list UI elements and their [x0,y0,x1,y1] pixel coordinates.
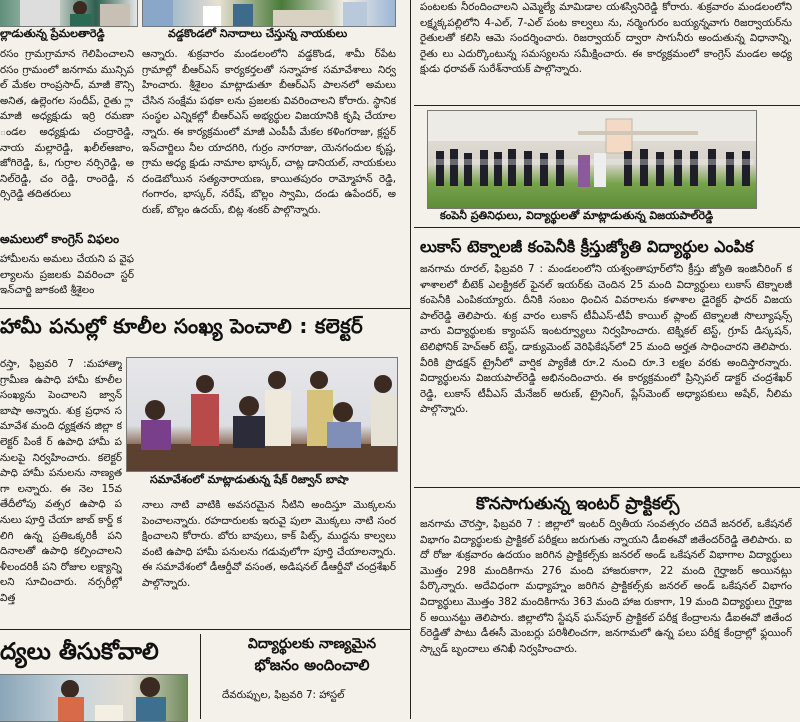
text-col2-bottom: నాలు నాటి వాటికి అవసరమైన నీటిని అందిస్తూ మొక్కలను పెంచాలన్నారు. రహదారులకు ఇరువై పులా మొక్కలు నాటి సంరక్షించాలని కోరారు. బోరు బావులు, కాక్ పిట్స్, ముద్దను కాల్వలు వంటి ఉపాధి హామీ పనులను గడువులోగా పూర్తి చేయాలన్నారు. ఈ సమావేశంలో డీఆర్డీవో వసంత, అడిషనల్ డీఆర్డీవో చంద్రశేఖర్ పాల్గొన్నారు. [142,499,396,589]
text-col2-top: ఆన్నారు. శుక్రవారం మండలంలోని వడ్డకొండ, శామీ ర్‌పేట గ్రామాల్లో బీఆర్ఎస్ కార్యకర్తలతో సన్నాహక సమావేశాలు నిర్వహించారు. శ్రీశైలం మాట్లాడుతూ బీఆర్ఎస్ పాలనలో అమలు చేసిన సంక్షేమ పథకా లను ప్రజలకు వివరించాలని కోరారు. స్థానిక సంస్థల ఎన్నికల్లో బీఆర్ఎస్ అభ్యర్థుల విజయానికి కృషి చేయాలన్నారు. ఈ కార్యక్రమంలో మాజీ ఎంపీపీ మేకల కళింగరాజు, క్లస్టర్ ఇన్‌చార్జిలు నీల యాదగిరి, గుర్రం నాగరాజు, యెనగందుల కృష్ణ, గ్రామ అధ్య క్షుడు నామాల భాస్కర్, చాట్ల డానియల్, నాయకులు దండెబోయిన సత్యనారాయణ, కాయితపురం రామ్మోహన్ రెడ్డి, గంగారం, భాస్కర్, నరేష్, బొల్లం స్వామి, దండు ఉపేందర్, అరుణ్, బొల్లం ఉదయ్, బిట్ల శంకర్ పాల్గొన్నారు. [142,48,396,216]
text-col1-lower: రస్తా, ఫిబ్రవరి 7 :మహాత్మా గ్రామీణ ఉపాధి హామీ కూలీల సంఖ్యను పెంచాలని జ్వాన్ బాషా అన్నారు. శుక్ర ప్రధాన సమావేశ మంది ధ్యక్షతన జిల్లా కలెక్టర్ పింకే ర్‌ ఉపాధి హామీ పనులపై నిర్వహించారు. కలెక్టర్ పాధి హామీ పనులను నాణ్యతగా లన్నారు. ఈ నెల 15వ తేదీలోపు వత్సర ఉపాధి పనులు పూర్తి చేయా జాబ్ కార్డ్ కలిగి ఉన్న ప్రతిఒక్కరికీ పని దినాలతో ఉపాధి కల్పించాలని ళీలందరికీ పని రోజుల లక్ష్యాన్ని లని సూచించారు. నర్సరీల్లో విత్త [0,358,122,604]
photo-collector-meeting [126,357,398,472]
headline-food-1: విద్యార్థులకు నాణ్యమైన [247,636,377,652]
headline-lucas: లుకాస్ టెక్నాలజీ కంపెనీకి క్రీస్తుజ్యోతి విద్యార్థుల ఎంపిక [420,237,754,256]
rule-above-bottom [0,629,410,630]
text-col3-lucas: జనగామ రూరల్, ఫిబ్రవరి 7 : మండలంలోని యశ్వంతాపూర్‌లోని క్రీస్తు జ్యోతి ఇంజినీరింగ్ కళాశాలలో బీటెక్ ఎలక్ట్రికల్ ఫైనల్ ఇయర్‌కు చెందిన 25 మంది విద్యార్థులు లుకాస్ టెక్నాలజీ కంపెనీకి ఎంపికయ్యారు. దీనికి సంబం ధించిన వివరాలను కళాశాల డైరెక్టర్ ఫాదర్ విజయపాల్‌రెడ్డి తెలిపారు. శుక్ర వారం లుకాస్ టీవీఎస్-టీవీ కాయిల్ ప్లాంట్ టెక్నాలజీ సొల్యూషన్స్ వారు విద్యార్థులకు క్యాంపస్ ఇంటర్వ్యూలు నిర్వహించారు. టెక్నికల్ టెస్ట్, గ్రూప్ డిస్కషన్, టెలిఫోనిక్ హెచ్ఆర్ టెస్ట్, డాక్యుమెంట్ వెరిఫికేషన్‌లో 25 మంది అర్హత సాధించారని తెలిపారు. వీరికి ప్రొడక్షన్ ట్రైనీలో వార్షిక ప్యాకేజీ రూ.2 నుంచి రూ.3 లక్షల వరకు అందిస్తారన్నారు. విద్యార్థులను విజయపాల్‌రెడ్డి అభినందించారు. ఈ కార్యక్రమంలో ప్రిన్సిపల్ డాక్టర్ చంద్రశేఖర్ రెడ్డి, లుకాస్ టీవీఎస్ మేనేజర్ అరుణ్, ట్రైనింగ్, ప్లేస్‌మెంట్ అధ్యాపకులు అషేర్, నీలిమ పాల్గొన్నారు. [420,263,792,416]
headline-congress: అమలులో కాంగ్రెస్ విఫలం [0,232,120,246]
headline-bottom-left: ద్యలు తీసుకోవాలి [0,639,159,665]
headline-collector: హామీ పనుల్లో కూలీల సంఖ్య పెంచాలి : కలెక్టర్ [0,314,364,338]
rule-above-inter [414,487,800,488]
text-col1-top: రసం గ్రామగ్రామాన గెలిపించాలని రసం గ్రామంలో జనగామ మున్సిపల్ మేకల రాంప్రసాద్, మాజీ కౌన్సి అనిత, ఉల్లెంగల సందీప్, రైతు ్లా మాజీ అధ్యక్షుడు ఇర్రి రమణా ండల అధ్యక్షుడు చంద్రారెడ్డి, నాయ మల్లారెడ్డి, ఖలీల్‌ఆజాం, జోగిరెడ్డి, ఓ, గుర్రాల నర్సిరెడ్డి, అనిల్‌రెడ్డి, చం రెడ్డి, రాంరెడ్డి, నర్సిరెడ్డి తదితరులు [0,48,134,201]
headline-food-2: భోజనం అందించాలి [254,656,370,674]
caption-students: కంపెనీ ప్రతినిధులు, విద్యార్థులతో మాట్లాడుతున్న విజయపాల్‌రెడ్డి [440,209,714,222]
rule-above-collector [0,308,410,309]
text-col1-mid: హామీలను అమలు చేయని ప వైఫల్యాలను ప్రజలకు వివరించా స్టర్ ఇన్‌చార్జి జూకంటి శ్రీశైలం [0,253,134,297]
text-col3-top: పంటలకు నీరందించాలని ఎమ్మెల్యే మామిడాల యశస్వినిరెడ్డి కోరారు. శుక్రవారం మండలంలోని లక్ష్మక్కపల్లిలోని 4-ఎల్, 7-ఎల్ పంట కాల్వలు ను, నర్మెంగురం బయ్యన్నవాగు రిజర్వాయర్‌ను రైతులతో కలిసి ఆమె సందర్శించారు. రిజర్వాయర్ ద్వారా సాగునీరు అందుతున్న విధానాన్ని, రైతు లు ఎదుర్కొంటున్న సమస్యలను సమీక్షించారు. ఈ కార్యక్రమంలో కాంగ్రెస్ మండల అధ్యక్షుడు ధరావత్ సురేశ్‌నాయక్ పాల్గొన్నారు. [420,1,792,76]
headline-inter: కొనసాగుతున్న ఇంటర్ ప్రాక్టికల్స్ [476,494,680,514]
text-food: దేవరుప్పుల, ఫిబ్రవరి 7: హాస్టల్ [222,689,345,701]
photo-students-group [427,110,757,209]
photo-bottom-left [0,674,188,722]
caption-vaddakonda: వడ్డకొండలో నినాదాలు చేస్తున్న నాయకులు [168,27,348,40]
rule-under-top-right [414,105,800,106]
column-divider [410,0,411,719]
caption-premalatha: ల్లాడుతున్న ప్రేమలతారెడ్డి [0,27,105,40]
rule-between-bottom [200,634,201,719]
text-col3-inter: జనగామ చౌరస్తా, ఫిబ్రవరి 7 : జిల్లాలో ఇంటర్ ద్వితీయ సంవత్సరం చదివే జనరల్, ఒకేషనల్ విభాగం విద్యార్థులకు ప్రాక్టికల్ పరీక్షలు జరుగుతు న్నాయని డీఐఈవో జితేందర్‌రెడ్డి తెలిపారు. ఐదో రోజు శుక్రవారం ఉదయం జరిగిన ప్రాక్టికల్స్‌కు జనరల్ అండ్ ఒకేషనల్ విభాగాల విద్యార్థులు మొత్తం 298 మందికిగాను 276 మంది హాజరుకాగా, 22 మంది గైర్హాజర్ అయినట్లు పేర్కొన్నారు. అదేవిధంగా మధ్యాహ్నం జరిగిన ప్రాక్టికల్స్‌కు జనరల్ అండ్ ఒకేషనల్ విభాగం విద్యార్థులు మొత్తం 382 మందికిగాను 363 మంది హాజ రుకాగా, 19 మంది విద్యార్థులు గైర్హాజర్ అయినట్టు తెలిపారు. జిల్లాలోని స్టేషన్ ఘన్‌పూర్ ప్రాక్టికల్ పరీక్ష కేంద్రాలను డీఐఈవో జితేందర్‌రెడ్డితో పాటు డీఈసీ మెంబర్లు పరిశీలించగా, జనగామలో ఉన్న పలు పరీక్ష కేంద్రాల్లో ఫ్లయింగ్ స్క్వాడ్ బృందాలు తనిఖీ నిర్వహించారు. [420,518,792,655]
rule-above-lucas [414,227,800,228]
photo-vaddakonda [142,0,396,27]
photo-premalatha [0,0,138,27]
caption-collector: సమావేశంలో మాట్లాడుతున్న షేక్ రిజ్వాన్ బాషా [150,473,349,486]
